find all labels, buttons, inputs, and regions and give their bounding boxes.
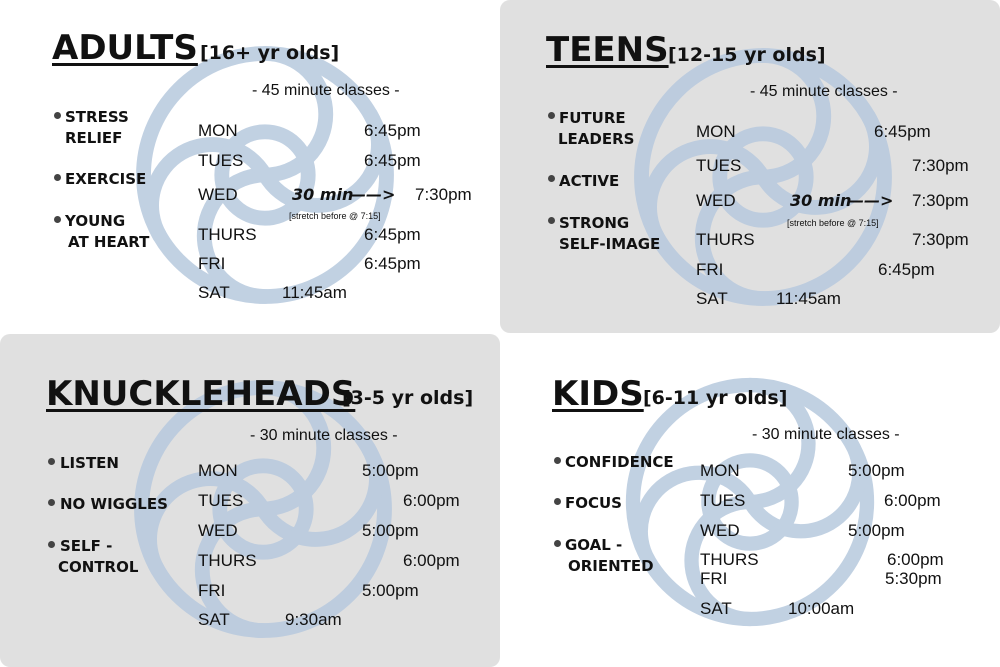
adults-day-tues: TUES [198,151,244,170]
swirl-logo-icon [128,374,398,644]
kids-day-wed: WED [700,521,740,540]
adults-time-tues: 6:45pm [364,151,421,170]
kids-age: [6-11 yr olds] [643,387,788,409]
knuckleheads-age: [3-5 yr olds] [342,387,474,409]
knuckleheads-day-mon: MON [198,461,238,480]
knuckleheads-benefit-3a: SELF - [60,537,113,555]
adults-day-fri: FRI [198,254,226,273]
kids-day-thurs: THURS [700,550,759,569]
knuckleheads-time-sat: 9:30am [285,610,342,629]
knuckleheads-title: KNUCKLEHEADS [46,374,356,414]
adults-panel [0,0,500,333]
bullet-dot-icon [548,112,555,119]
bullet-dot-icon [548,175,555,182]
knuckleheads-subtitle: - 30 minute classes - [250,427,398,444]
teens-day-fri: FRI [696,260,724,279]
knuckleheads-benefit-3b: CONTROL [58,558,139,576]
bullet-dot-icon [48,499,55,506]
swirl-logo-icon [130,40,400,310]
adults-wed-arrow: ——> [350,185,396,204]
bullet-dot-icon [54,174,61,181]
teens-benefit-2: ACTIVE [559,172,620,190]
adults-time-thurs: 6:45pm [364,225,421,244]
teens-benefit-1a: FUTURE [559,109,626,127]
bullet-dot-icon [554,540,561,547]
adults-title: ADULTS [52,28,198,68]
teens-day-tues: TUES [696,156,742,175]
knuckleheads-time-fri: 5:00pm [362,581,419,600]
teens-day-thurs: THURS [696,230,755,249]
adults-day-sat: SAT [198,283,230,302]
knuckleheads-day-thurs: THURS [198,551,257,570]
teens-benefit-1b: LEADERS [558,130,635,148]
kids-day-mon: MON [700,461,740,480]
teens-time-thurs: 7:30pm [912,230,969,249]
kids-time-wed: 5:00pm [848,521,905,540]
teens-time-mon: 6:45pm [874,122,931,141]
adults-benefit-2: EXERCISE [65,170,147,188]
adults-subtitle: - 45 minute classes - [252,82,400,99]
teens-day-mon: MON [696,122,736,141]
teens-wed-extra: 30 min [790,191,852,210]
kids-day-tues: TUES [700,491,746,510]
teens-panel [500,0,1000,333]
adults-benefit-1a: STRESS [65,108,129,126]
teens-day-wed: WED [696,191,736,210]
teens-time-tues: 7:30pm [912,156,969,175]
teens-wed-arrow: ——> [848,191,894,210]
teens-day-sat: SAT [696,289,728,308]
kids-day-fri: FRI [700,569,728,588]
knuckleheads-benefit-1: LISTEN [60,454,119,472]
adults-time-wed: 7:30pm [415,185,472,204]
adults-benefit-3b: AT HEART [68,233,150,251]
adults-time-sat: 11:45am [282,283,347,302]
swirl-logo-icon [620,372,880,632]
adults-benefit-1b: RELIEF [65,129,123,147]
adults-benefit-3a: YOUNG [65,212,126,230]
kids-time-mon: 5:00pm [848,461,905,480]
knuckleheads-time-tues: 6:00pm [403,491,460,510]
knuckleheads-benefit-2: NO WIGGLES [60,495,168,513]
adults-wed-note: [stretch before @ 7:15] [289,211,381,221]
knuckleheads-time-mon: 5:00pm [362,461,419,480]
kids-day-sat: SAT [700,599,732,618]
adults-time-fri: 6:45pm [364,254,421,273]
bullet-dot-icon [554,498,561,505]
knuckleheads-time-thurs: 6:00pm [403,551,460,570]
knuckleheads-time-wed: 5:00pm [362,521,419,540]
teens-subtitle: - 45 minute classes - [750,83,898,100]
kids-panel [500,334,1000,667]
knuckleheads-day-tues: TUES [198,491,244,510]
kids-subtitle: - 30 minute classes - [752,426,900,443]
kids-time-thurs: 6:00pm [887,550,944,569]
kids-time-tues: 6:00pm [884,491,941,510]
bullet-dot-icon [54,216,61,223]
teens-age: [12-15 yr olds] [668,44,826,66]
kids-time-fri: 5:30pm [885,569,942,588]
kids-benefit-3b: ORIENTED [568,557,654,575]
bullet-dot-icon [48,541,55,548]
adults-age: [16+ yr olds] [200,42,340,64]
knuckleheads-day-wed: WED [198,521,238,540]
kids-time-sat: 10:00am [788,599,855,618]
kids-benefit-1: CONFIDENCE [565,453,674,471]
bullet-dot-icon [48,458,55,465]
kids-title: KIDS [552,374,644,414]
teens-wed-note: [stretch before @ 7:15] [787,218,879,228]
adults-day-mon: MON [198,121,238,140]
teens-benefit-3a: STRONG [559,214,630,232]
bullet-dot-icon [54,112,61,119]
bullet-dot-icon [548,217,555,224]
adults-day-thurs: THURS [198,225,257,244]
teens-time-fri: 6:45pm [878,260,935,279]
bullet-dot-icon [554,457,561,464]
knuckleheads-day-fri: FRI [198,581,226,600]
teens-benefit-3b: SELF-IMAGE [559,235,661,253]
adults-wed-extra: 30 min [292,185,354,204]
adults-day-wed: WED [198,185,238,204]
knuckleheads-day-sat: SAT [198,610,230,629]
kids-benefit-2: FOCUS [565,494,622,512]
kids-benefit-3a: GOAL - [565,536,623,554]
teens-time-wed: 7:30pm [912,191,969,210]
teens-time-sat: 11:45am [776,289,841,308]
teens-title: TEENS [546,30,669,70]
adults-time-mon: 6:45pm [364,121,421,140]
knuckleheads-panel [0,334,500,667]
